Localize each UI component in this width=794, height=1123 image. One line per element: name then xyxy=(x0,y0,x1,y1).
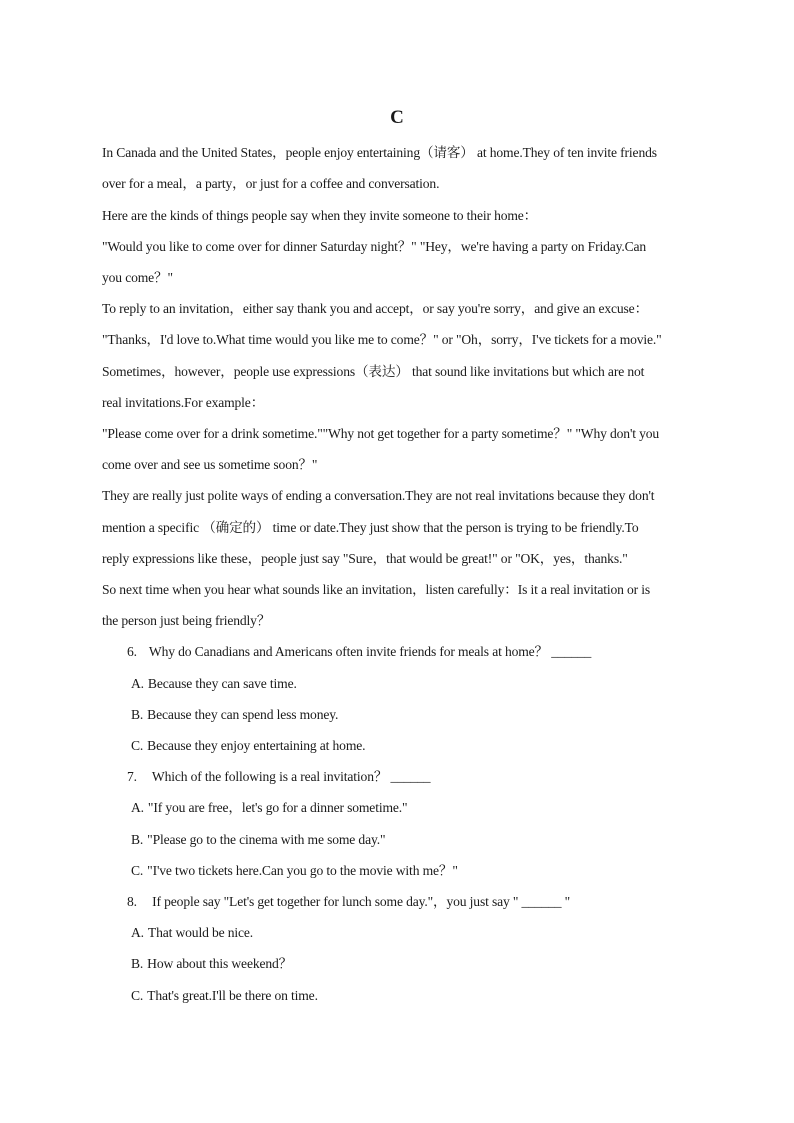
option-letter: B. xyxy=(131,707,144,722)
question-8 xyxy=(127,892,570,912)
passage-line: "Please come over for a drink sometime.""Why not get together for a party sometime？" "Why don't you xyxy=(102,426,660,441)
option-letter: B. xyxy=(131,832,144,847)
passage-line: over for a meal，a party，or just for a coffee and conversation. xyxy=(102,176,440,191)
passage-line: They are really just polite ways of ending a conversation.They are not real invitations because they don't xyxy=(102,488,655,503)
question-7-option-c xyxy=(131,861,458,881)
question-number: 7. xyxy=(127,769,137,784)
option-letter: A. xyxy=(131,800,144,815)
option-text: How about this weekend？ xyxy=(147,956,293,971)
passage-line: To reply to an invitation，either say thank you and accept，or say you're sorry，and give an excuse： xyxy=(102,301,649,316)
option-letter: B. xyxy=(131,956,144,971)
passage-line: So next time when you hear what sounds like an invitation，listen carefully：Is it a real invitation or is xyxy=(102,582,651,597)
passage-line: In Canada and the United States，people enjoy entertaining（请客） at home.They of ten invite friends xyxy=(102,145,657,160)
option-text: "Please go to the cinema with me some day." xyxy=(147,832,386,847)
option-letter: C. xyxy=(131,863,144,878)
option-text: Because they enjoy entertaining at home. xyxy=(147,738,366,753)
passage-line: "Would you like to come over for dinner Saturday night？" "Hey，we're having a party on Friday.Can xyxy=(102,239,647,254)
option-letter: A. xyxy=(131,676,144,691)
passage-line: mention a specific （确定的） time or date.They just show that the person is trying to be friendly.To xyxy=(102,520,639,535)
option-text: "If you are free，let's go for a dinner sometime." xyxy=(147,800,408,815)
option-text: Because they can save time. xyxy=(147,676,297,691)
question-number: 8. xyxy=(127,894,137,909)
option-letter: C. xyxy=(131,988,144,1003)
question-text: Why do Canadians and Americans often invite friends for meals at home？ ______ xyxy=(148,644,592,659)
question-6-option-c xyxy=(131,736,365,756)
passage-line: Sometimes，however，people use expressions（表达） that sound like invitations but which are not xyxy=(102,364,645,379)
option-letter: C. xyxy=(131,738,144,753)
option-text: That would be nice. xyxy=(147,925,254,940)
question-6-option-b xyxy=(131,705,338,725)
option-letter: A. xyxy=(131,925,144,940)
passage-line: Here are the kinds of things people say when they invite someone to their home： xyxy=(102,208,538,223)
question-number: 6. xyxy=(127,644,137,659)
question-8-option-b xyxy=(131,954,292,974)
question-8-option-a xyxy=(131,923,253,943)
passage-line: reply expressions like these，people just say "Sure，that would be great!" or "OK，yes，thanks." xyxy=(102,551,628,566)
question-7 xyxy=(127,767,430,787)
passage-line: you come？" xyxy=(102,270,173,285)
passage-line: come over and see us sometime soon？" xyxy=(102,457,318,472)
section-heading: C xyxy=(390,107,404,128)
question-text: If people say "Let's get together for lunch some day."，you just say " ______ " xyxy=(148,894,571,909)
passage-line: "Thanks，I'd love to.What time would you like me to come？" or "Oh，sorry，I've tickets for a movie." xyxy=(102,332,662,347)
question-7-option-a xyxy=(131,798,407,818)
question-8-option-c xyxy=(131,986,318,1006)
option-text: "I've two tickets here.Can you go to the movie with me？" xyxy=(147,863,458,878)
option-text: Because they can spend less money. xyxy=(147,707,339,722)
option-text: That's great.I'll be there on time. xyxy=(147,988,318,1003)
question-6-option-a xyxy=(131,674,297,694)
question-7-option-b xyxy=(131,830,385,850)
question-text: Which of the following is a real invitation？ ______ xyxy=(148,769,431,784)
question-6 xyxy=(127,642,591,662)
passage-line: real invitations.For example： xyxy=(102,395,265,410)
passage-line: the person just being friendly？ xyxy=(102,613,271,628)
